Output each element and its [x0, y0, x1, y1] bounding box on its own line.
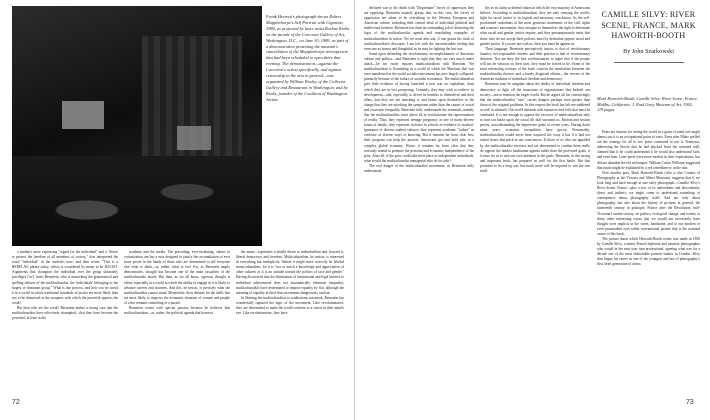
body-paragraph: The real danger of the multiculturalist movement, as Bernstein fully understands, [364, 163, 474, 173]
review-book-info: Mark Haworth-Booth, Camille Silvy: River Scene, France. Malibu, California: J. Paul Getty Museum of Art, 1992, 119 pages. [597, 96, 699, 113]
review-title: CAMILLE SILVY: RIVER SCENE, FRANCE, MARK HAWORTH-BOOTH [601, 10, 696, 40]
body-paragraph: lies in its claim to defend values in which the vast majority of Americans believe. According to multiculturalism, they are only carrying the worthy fight for racial justice to its logical and necessary conclusion. As the self-proclaimed custodians of the most generous sentiments of the civil rights and women's movements, they arrogate to themselves the right to determine what racial and gender justice require, and they presumptuously insist that those who do not accept their policies must by definition oppose racial and gender justice. If you are not with us, then you must be against us. [480, 6, 590, 46]
page-number-right: 73 [686, 399, 694, 406]
body-paragraph: a student's mere expressing "regard for the individual" and a "desire to protect the freedom of all members of society," first interpreted the word "individual" in the student's note, and then wrote, "This is a REDFLAG phrase today, which is considered by many to be RACIST. Arguments that champion the individual over the group ultimately privileges ['us'] 'notes Bernstein, who is mimicking the grammatical and spelling failures of the multiculturalist, the 'individuals' belonging to the largest or dominant group." What is due process, and how can we avoid it in a world in which traditional standards of justice are more likely than not to be dismissed as the weapons with which the powerful oppress the weak? [12, 250, 118, 305]
body-paragraph: Now another poet, Mark Haworth-Booth (who is also Curator of Photography at the Victoria and Albert Museum), suggests that if we look long and hard enough at one early photograph—Camille Silvy's River Scene, France—plus a few of its antecedents and descendants, direct and indirect, we might come to understand something of consequence about photography itself. And not only about photography, but also about the history of pictures in general, the nineteenth century in principle, France after the Revolution, mid-Victorian London society, art politics, ecological change, and twenty or thirty other interesting issues that we would not necessarily have thought were implicit in the sweet, handsome, and to our modern or even postmodern eyes rather conventional picture that is the nominal center of this book. [597, 170, 700, 236]
body-paragraph: academy and the media. The prevailing, ever-escalating, claims of victimization are but a ruse designed to justify the accumulation of ever more power in the hands of those who are determined to tell everyone else what to think—or, rather, what to feel. For, as Bernstein amply demonstrates, thought has become one of the main casualties of the multiculturalist attack. But then, as we all know, rigorous thought is elitist, especially in a world in which the ability to engage in it is likely to advance careers and incomes. And this, he insists, is precisely what the multiculturalists cannot stand. Meanwhile, their distaste for the skills that are most likely to improve the economic situation of women and people of color remains something of a puzzle. [124, 250, 230, 305]
page-number-left: 72 [12, 399, 20, 406]
review-header [597, 10, 700, 63]
text-column-left-1 [12, 250, 118, 395]
body-paragraph: Bernstein may be sanguine about the ability of individual freedom and democracy to fight off the incursions of organizations that bedevil our society—not to mention the larger world. But he argues all too convincingly that the multiculturalist "cure" carries dangers perhaps even greater than those of the original problems. In this respect the book has left me saddened as well as alarmed. Our world abounds with injustices and evils that must be combated. It is not enough to oppose the excesses of multiculturalism only to turn our backs upon the social ills that surround us. Racism and sexism persist, notwithstanding the impressive gains of recent years. During those same years, economic inequalities have grown. Presumably, multiculturalism would never have acquired the sway it has if it had not raised issues that prick at our consciences. If those of us who are appalled by the multiculturalist excesses and are determined to combat them really do oppose the hidden totalitarian agenda rather than the professed goals, it is time for us to turn our own attention to the goals. Bernstein, in this strong and important book, has prepared us well for the first battle. But that promises to be a long war, but much more will be required to win the war itself. [480, 82, 590, 173]
protest-sign [62, 101, 104, 129]
page-gutter [354, 0, 355, 420]
body-paragraph: Poets are famous for seeing the world in a grain of sand; one might almost say it is an occupational point of view. Even after Blake spelled out the strategy for all to see, poets continued to use it. Tennyson, addressing the flower that he had plucked from the crannied wall, claimed that if he could understand it he would also understand God, and even man. Later poets were more modest in their expectations, but did not abandon the old techniques. William Carlos Williams suggested that much might be explained by a red wheelbarrow in the rain. [597, 130, 700, 170]
body-paragraph: Their language, Bernstein perceptively insists, is that of revolutionary fanatics, not responsible citizens, and their practice is that of revolutionary dictators. Nor are they the first revolutionaries to argue that if the people will not be virtuous on their own, they must be forced to be. Some of the most interesting sections of the book concern the similarities between the multiculturalist rhetoric and a barely disguised elitism—the reverse of the American tradition of individual freedom and democracy. [480, 46, 590, 82]
photo-caption: Frank Herrera's photograph shows Robert Mapplethorpe's Self Portrait with Cigarette, 1980, as projected by laser artist Rockne Krebs on the facade of the Corcoran Gallery of Art, Washington, D.C., on June 30, 1989, as part of a demonstration protesting the museum's cancellation of the Mapplethorpe retrospective that had been scheduled to open there that evening. The demonstration—against the Corcoran's action specifically, and against censorship in the arts in general—was organized by William Wooby, of the Collector Gallery and Restaurant in Washington, and by Krebs, founder of the Coalition of Washington Artists. [266, 14, 350, 102]
text-column-left-3 [236, 250, 344, 395]
crowd [12, 156, 262, 246]
body-paragraph: Bernstein writes with special passion because he believes that multiculturalism—or, rather, the political agenda that borrows [124, 306, 230, 316]
protest-photo [12, 6, 262, 246]
text-column-right-1 [364, 6, 474, 396]
text-column-right-3 [597, 130, 700, 396]
body-paragraph: In likening the multiculturalists to totalitarians run amok, Bernstein has wonderfully captured the logic of the movement. Like revolutionaries, they are determined to make the world conform to a vision in their mind's eye. Like revolutionaries, they have [236, 295, 344, 316]
protest-sign [177, 126, 211, 150]
body-paragraph: declared war to the death with "illegitimate" forces of oppression they are opposing. Bernstein astutely grasps that, in this case, the forces of oppression are taken to be everything in the Western European and American culture, including their central ideal of individual political and intellectual freedom. Bernstein has done an outstanding job of dissecting the logic of the multiculturalist agenda and marshaling examples of multiculturalism in action. Yet we must also ask, if one grants the truth of multiculturalism's discourse, I am left with the uncomfortable feeling that even one as honest and thoughtful as he may be fighting the last war. [364, 6, 474, 51]
body-paragraph: Some upon defending the revolutionary accomplishments of American culture and politics—and Bernstein is right that they are very much under attack—he too easily equates multiculturalism with Marxism. Yet multiculturalism is flourishing in a world in which the Marxism that was once manifested in the world socialist movement has now largely collapsed, primarily because of the failure of socialist economies. The multiculturalists give little evidence of having launched a new war on capitalism, from which they are in fact prospering. Certainly, they may wish to redirect its development—and, especially, to divert its benefits to themselves and their allies—but they are not attacking it, and hence open themselves to the charge that they are attacking the symptoms rather than the causes of social and economic inequality. Bernstein fully understands the essentials, namely that the multiculturalists want above all to revolutionize the representation of reality. Thus, they represent teenage pregnancy as one of many diverse forms of family; they represent violence in schools as evidence of teachers' ignorance of diverse student cultures; they represent academic "failure" as evidence of diverse ways of knowing. But it remains far from clear how their program can help the poorest. Americans get and hold jobs in a complex global economy. Worse, it remains far from clear that they seriously intend to promote the personal and economic independence of the poor. After all, if the poor could take their place as independent individuals, what would the multiculturalist managerial elite do for jobs? [364, 51, 474, 163]
body-paragraph: The picture about which Haworth-Booth writes was made in 1858 by Camille Silvy, a minor French diplomat and amateur photographer who would in the next year turn professional, opening what was for a decade one of the most fashionable portrait studios in London. Silvy thus began his career as one of the youngest and last of photography's first, brief generation of artists [597, 236, 700, 267]
text-column-right-2 [480, 6, 590, 396]
header-rule [614, 62, 684, 63]
body-paragraph: the name—represents a deadly threat to individualism and, beyond it, liberal democracy and freedom. Multiculturalism, he insists, is interested in everything but multiplicity. Indeed it might more correctly be labeled monoculturalism, for it is "not so much a knowledge and appreciation of other cultures as it is an attitude toward the politics of race and gender." Having discovered that the elimination of institutional and legal barriers to individual achievement does not automatically eliminate inequality, multiculturalists have determined to impose equality by fiat, although the meaning of equality in their lexicon remains dangerously unclear. [236, 250, 344, 295]
body-paragraph: But then who are the weak? Bernstein makes a strong case that the multiculturalists have effectively triumphed—that they have become the powerful, at least in the [12, 306, 118, 321]
review-byline: By John Szarkowski [623, 47, 674, 55]
text-column-left-2 [124, 250, 230, 395]
